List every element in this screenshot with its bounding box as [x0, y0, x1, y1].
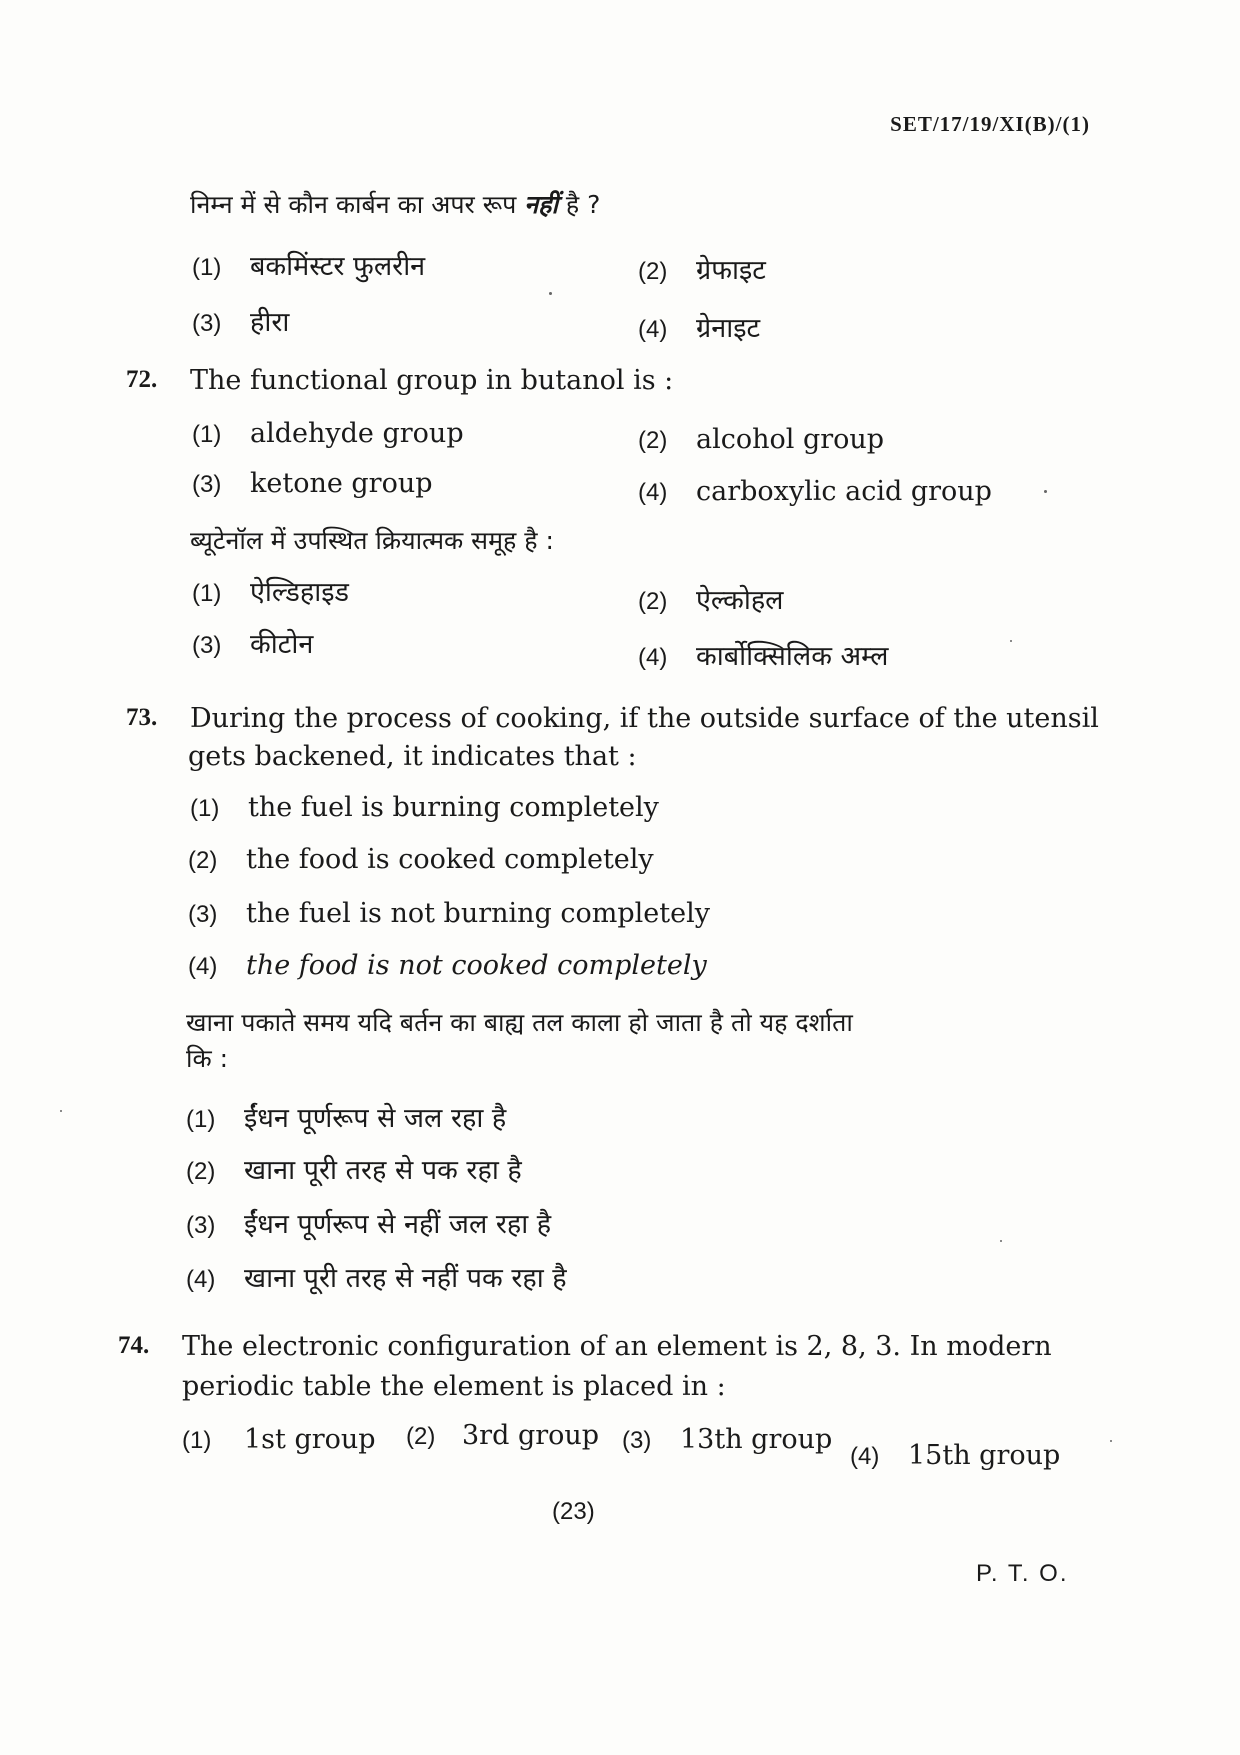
q72-option-1: [192, 418, 464, 449]
option-text: ऐल्डिहाइड: [250, 577, 349, 608]
q72-option-3: [192, 468, 433, 499]
q73-option-4: [188, 950, 707, 981]
option-number: (4): [186, 1266, 216, 1293]
option-text: the fuel is not burning completely: [246, 898, 710, 929]
option-number: (2): [638, 588, 668, 615]
q74-stem-line-2: periodic table the element is placed in :: [182, 1371, 726, 1402]
q72-hindi-stem: ब्यूटेनॉल में उपस्थित क्रियात्मक समूह है :: [190, 526, 554, 555]
option-number: (4): [850, 1443, 880, 1470]
option-text: ईंधन पूर्णरूप से जल रहा है: [244, 1103, 507, 1134]
option-text: खाना पूरी तरह से नहीं पक रहा है: [244, 1263, 567, 1294]
option-number: (1): [190, 795, 220, 822]
option-text: 3rd group: [462, 1420, 600, 1451]
q72-hindi-option-1: [192, 572, 349, 609]
q73-stem-line-1: During the process of cooking, if the outside surface of the utensil: [190, 703, 1099, 734]
q73-hindi-option-4: [186, 1258, 567, 1295]
option-text: carboxylic acid group: [696, 476, 992, 507]
q71-hindi-stem: [190, 188, 600, 222]
q74-option-3: [622, 1424, 832, 1455]
option-text: 1st group: [244, 1424, 376, 1455]
option-text: कार्बोक्सिलिक अम्ल: [696, 641, 889, 672]
q71-stem-pre: निम्न में से कौन कार्बन का अपर रूप: [190, 190, 517, 219]
q71-stem-post: है ?: [565, 190, 601, 219]
scan-speck: [1000, 1240, 1002, 1242]
option-number: (4): [638, 316, 668, 343]
option-number: (1): [192, 421, 222, 448]
option-number: (3): [622, 1427, 652, 1454]
q74-stem-line-1: The electronic configuration of an element is 2, 8, 3. In modern: [182, 1331, 1052, 1362]
q72-hindi-option-3: [192, 624, 313, 661]
scan-speck: [1044, 490, 1047, 493]
q73-option-1: [190, 792, 659, 823]
option-number: (1): [182, 1427, 212, 1454]
scan-speck: [549, 292, 552, 295]
pto-label: P. T. O.: [976, 1560, 1069, 1587]
q72-stem: The functional group in butanol is :: [190, 365, 674, 396]
q73-number: 73.: [126, 704, 158, 731]
scan-speck: [60, 1110, 62, 1112]
option-number: (4): [638, 479, 668, 506]
option-number: (3): [186, 1212, 216, 1239]
q73-hindi-stem-line-2: कि :: [186, 1044, 229, 1073]
q74-option-4: [850, 1440, 1060, 1471]
q71-option-4: [638, 308, 760, 345]
q71-option-2: [638, 250, 766, 287]
scan-speck: [1010, 640, 1012, 642]
q73-option-2: [188, 844, 654, 875]
option-text: aldehyde group: [250, 418, 464, 449]
scan-speck: [1110, 1440, 1112, 1442]
option-text: the food is cooked completely: [246, 844, 654, 875]
q73-option-3: [188, 898, 710, 929]
q74-option-1: [182, 1424, 376, 1455]
option-number: (3): [188, 901, 218, 928]
q72-option-2: [638, 424, 884, 455]
option-number: (2): [406, 1423, 436, 1450]
option-text: कीटोन: [250, 629, 314, 660]
option-number: (2): [186, 1158, 216, 1185]
q72-hindi-option-2: [638, 580, 783, 617]
q73-hindi-option-1: [186, 1098, 506, 1135]
q71-option-1: [192, 246, 425, 283]
page-number: (23): [552, 1498, 595, 1525]
option-text: ग्रेनाइट: [696, 313, 761, 344]
option-number: (2): [188, 847, 218, 874]
q73-hindi-option-3: [186, 1204, 551, 1241]
option-text: alcohol group: [696, 424, 885, 455]
q73-hindi-option-2: [186, 1150, 522, 1187]
option-number: (3): [192, 310, 222, 337]
paper-code: SET/17/19/XI(B)/(1): [890, 112, 1090, 136]
option-text: ग्रेफाइट: [696, 255, 766, 286]
q74-number: 74.: [118, 1332, 150, 1359]
option-number: (1): [192, 580, 222, 607]
option-text: ketone group: [250, 468, 433, 499]
q73-hindi-stem-line-1: खाना पकाते समय यदि बर्तन का बाह्य तल काला हो जाता है तो यह दर्शाता: [186, 1008, 853, 1037]
q71-stem-emphasis: नहीं: [524, 190, 558, 219]
option-number: (1): [186, 1106, 216, 1133]
option-text: बकमिंस्टर फुलरीन: [250, 251, 426, 282]
option-text: the fuel is burning completely: [248, 792, 659, 823]
option-number: (1): [192, 254, 222, 281]
q72-hindi-option-4: [638, 636, 888, 673]
option-text: 13th group: [680, 1424, 833, 1455]
q72-option-4: [638, 476, 992, 507]
option-number: (2): [638, 258, 668, 285]
option-text: ईंधन पूर्णरूप से नहीं जल रहा है: [244, 1209, 552, 1240]
option-number: (3): [192, 471, 222, 498]
option-number: (2): [638, 427, 668, 454]
option-text: खाना पूरी तरह से पक रहा है: [244, 1155, 522, 1186]
option-text: 15th group: [908, 1440, 1061, 1471]
q73-stem-line-2: gets backened, it indicates that :: [188, 741, 637, 772]
q71-option-3: [192, 302, 289, 339]
option-number: (4): [188, 953, 218, 980]
option-number: (4): [638, 644, 668, 671]
q74-option-2: [406, 1420, 599, 1451]
q72-number: 72.: [126, 366, 158, 393]
option-text: ऐल्कोहल: [696, 585, 784, 616]
option-number: (3): [192, 632, 222, 659]
option-text: हीरा: [250, 307, 290, 338]
option-text: the food is not cooked completely: [246, 950, 707, 981]
